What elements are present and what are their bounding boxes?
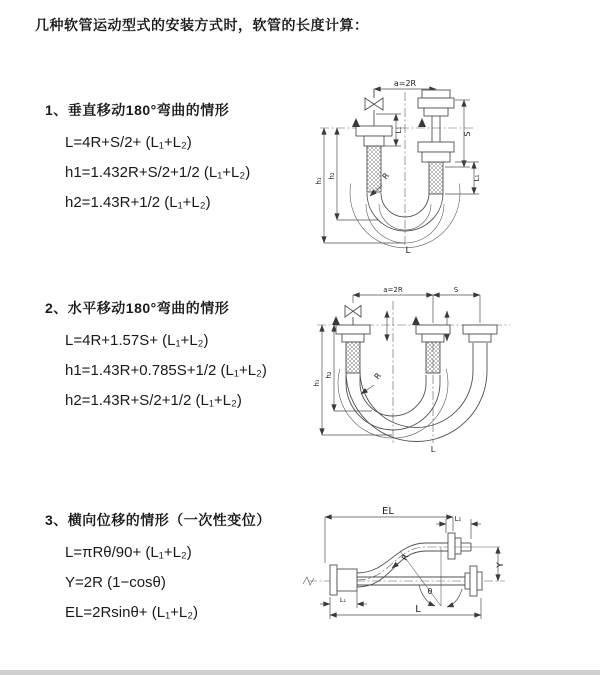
label-r: R [399, 552, 411, 562]
formula-h1: h1=1.43R+0.785S+1/2 (L₁+L₂) [65, 362, 267, 379]
label-s: S [463, 131, 472, 137]
label-l: L [430, 445, 436, 454]
flange [463, 325, 497, 334]
section-horizontal-movement [45, 298, 267, 416]
flange [418, 142, 454, 152]
label-theta: θ [427, 587, 433, 596]
flange [356, 126, 392, 136]
label-a2r: a=2R [383, 286, 403, 294]
valve-icon [374, 98, 383, 110]
flange [470, 566, 477, 596]
middle-pipe-assembly [416, 325, 450, 373]
formula-length: L=4R+1.57S+ (L₁+L₂) [65, 332, 209, 349]
label-l: L [415, 604, 421, 615]
flange [416, 325, 450, 334]
formula-y: Y=2R (1−cosθ) [65, 574, 166, 591]
flange [342, 334, 364, 342]
page-title: 几种软管运动型式的安装方式时，软管的长度计算： [35, 17, 369, 33]
section-2-heading: 2、水平移动180°弯曲的情形 [45, 300, 230, 316]
flange [448, 533, 455, 559]
section-1-heading: 1、垂直移动180°弯曲的情形 [45, 102, 230, 118]
flange [422, 334, 444, 342]
label-r: R [380, 171, 392, 182]
radius-leader [361, 371, 383, 394]
section-lateral-displacement [45, 510, 271, 628]
label-h2: h₂ [328, 172, 336, 180]
flange [336, 325, 370, 334]
label-l: L [405, 246, 411, 256]
right-pipe-assembly [463, 325, 497, 342]
movement-arrow-up-icon [418, 118, 426, 127]
label-l1-right: L₁ [473, 174, 481, 182]
valve-icon [353, 306, 361, 318]
label-el: EL [382, 506, 394, 517]
right-pipe-assembly [418, 90, 454, 194]
dimension-l1-top [436, 515, 481, 539]
formula-h1: h1=1.432R+S/2+1/2 (L₁+L₂) [65, 164, 251, 181]
braided-hose-section [346, 342, 360, 373]
diagram-lateral-displacement [300, 503, 600, 650]
formula-length: L=πRθ/90+ (L₁+L₂) [65, 544, 192, 561]
formula-h2: h2=1.43R+1/2 (L₁+L₂) [65, 194, 211, 211]
braided-hose-section [426, 342, 440, 373]
section-3-heading: 3、横向位移的情形（一次性变位） [45, 512, 271, 528]
valve-icon [365, 98, 374, 110]
flange [424, 108, 448, 116]
flange [418, 98, 454, 108]
flange [364, 136, 384, 146]
label-a2r: a=2R [393, 79, 417, 88]
movement-arrow-up-icon [332, 316, 340, 325]
scan-edge-artifact [0, 670, 600, 675]
label-l1-left: L₁ [339, 596, 347, 604]
diagram-vertical-180-bend [312, 76, 537, 256]
centerline-break-mark [303, 577, 314, 585]
label-h1: h₁ [313, 379, 321, 387]
braided-hose-section [429, 162, 443, 194]
label-h1: h₁ [315, 177, 323, 185]
hose-curved-position [357, 543, 448, 587]
left-flange-assembly [330, 565, 357, 595]
label-s: S [453, 286, 459, 294]
dimension-s [433, 286, 480, 323]
formula-el: EL=2Rsinθ+ (L₁+L₂) [65, 604, 199, 621]
flange [477, 572, 482, 590]
flange [469, 334, 491, 342]
formula-h2: h2=1.43R+S/2+1/2 (L₁+L₂) [65, 392, 242, 409]
dimension-l1-left [320, 591, 367, 608]
label-l1-left: L₁ [395, 126, 403, 134]
flange [465, 573, 470, 589]
formula-length: L=4R+S/2+ (L₁+L₂) [65, 134, 192, 151]
label-r: R [372, 371, 384, 382]
dimension-y [496, 547, 506, 581]
movement-arrow-up-icon [412, 316, 420, 325]
section-vertical-movement [45, 100, 250, 218]
pipe-stub [337, 569, 357, 591]
dimension-el [325, 506, 453, 563]
flange [422, 152, 450, 162]
label-l1-top: L₁ [454, 515, 462, 523]
valve-icon [345, 306, 353, 318]
right-fitting-assembly [465, 566, 482, 596]
flange [330, 565, 337, 595]
left-pipe-assembly [336, 306, 370, 374]
flange [455, 538, 461, 554]
dimension-l [330, 597, 481, 619]
diagram-horizontal-180-bend [312, 283, 547, 458]
label-y: Y [496, 562, 506, 568]
flange [422, 90, 450, 98]
movement-arrow-up-icon [352, 118, 360, 127]
dimension-h1 [315, 128, 405, 243]
upper-flange-assembly [448, 533, 500, 559]
label-h2: h₂ [325, 371, 333, 379]
braided-hose-section [367, 146, 381, 192]
